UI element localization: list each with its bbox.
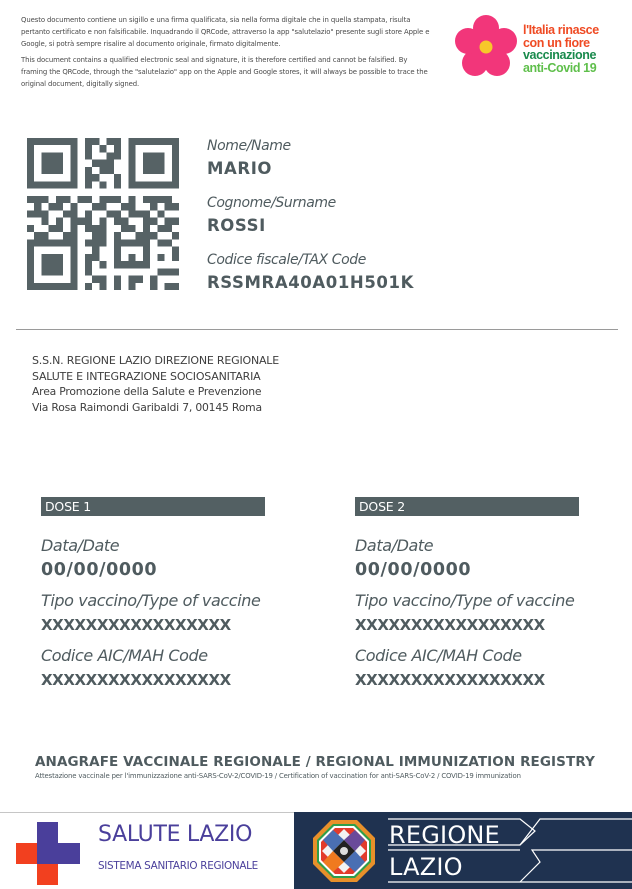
surname-value: ROSSI — [207, 216, 266, 235]
dose-2-date-value: 00/00/0000 — [355, 560, 472, 580]
tax-code-value: RSSMRA40A01H501K — [207, 273, 414, 292]
dose-2-section — [355, 497, 585, 697]
dose-1-header: DOSE 1 — [41, 497, 265, 516]
dose-1-vaccine-label: Tipo vaccino/Type of vaccine — [41, 591, 261, 610]
dose-1-aic-value: XXXXXXXXXXXXXXXXX — [41, 671, 231, 689]
surname-label: Cognome/Surname — [207, 195, 336, 211]
dose-1-date-value: 00/00/0000 — [41, 560, 158, 580]
issuer-line-1: S.S.N. REGIONE LAZIO DIREZIONE REGIONALE — [32, 354, 279, 367]
campaign-line-2: con un fiore — [523, 35, 590, 50]
health-cross-icon — [16, 822, 80, 886]
dose-2-date-label: Data/Date — [355, 536, 434, 555]
campaign-line-1: l'Italia rinasce — [523, 23, 599, 37]
campaign-logo-text — [523, 24, 599, 74]
issuer-line-2: SALUTE E INTEGRAZIONE SOCIOSANITARIA — [32, 369, 261, 383]
campaign-line-3: vaccinazione — [523, 48, 597, 62]
identity-block — [207, 136, 414, 307]
campaign-line-4: anti-Covid 19 — [523, 60, 597, 75]
dose-2-vaccine-value: XXXXXXXXXXXXXXXXX — [355, 616, 545, 634]
issuer-line-4: Via Rosa Raimondi Garibaldi 7, 00145 Roma — [32, 400, 262, 414]
registry-title: ANAGRAFE VACCINALE REGIONALE / REGIONAL IMMUNIZATION REGISTRY — [35, 754, 595, 770]
issuer-line-3: Area Promozione della Salute e Prevenzione — [32, 385, 262, 398]
name-value: MARIO — [207, 159, 273, 178]
divider — [16, 329, 618, 330]
registry-subtitle: Attestazione vaccinale per l'immunizzazione anti-SARS-CoV-2/COVID-19 / Certification of vaccination for anti-SARS-CoV-2 / COVID-19 immunization — [35, 772, 521, 780]
dose-1-vaccine-value: XXXXXXXXXXXXXXXXX — [41, 616, 231, 634]
salute-lazio-subtitle: SISTEMA SANITARIO REGIONALE — [98, 860, 258, 872]
tax-code-label: Codice fiscale/TAX Code — [207, 252, 367, 268]
disclaimer-italian: Questo documento contiene un sigillo e una firma qualificata, sia nella forma digitale che in quella stampata, risulta pertanto certificato e non falsificabile. Inquadrando il QRCode, attraverso la app "salutelazio" presente sugli store Apple e Google, si potrà sempre risalire al documento originale, firmato digitalmente. — [21, 16, 430, 48]
dose-2-aic-label: Codice AIC/MAH Code — [355, 646, 522, 665]
regione-lazio-emblem-icon — [311, 818, 377, 884]
disclaimer-english: This document contains a qualified electronic seal and signature, it is therefore certified and cannot be falsified. By framing the QRCode, through the "salutelazio" app on the Apple and Google stores, it will always be possible to trace the original document, digitally signed. — [21, 56, 428, 88]
qr-code-icon[interactable] — [27, 138, 179, 290]
salute-lazio-title: SALUTE LAZIO — [98, 822, 253, 847]
dose-1-section — [41, 497, 271, 697]
issuer-address — [32, 353, 279, 415]
flower-logo-icon — [453, 14, 519, 80]
dose-1-aic-label: Codice AIC/MAH Code — [41, 646, 208, 665]
name-label: Nome/Name — [207, 138, 291, 154]
regione-label: REGIONE — [389, 821, 500, 849]
dose-2-header: DOSE 2 — [355, 497, 579, 516]
dose-2-aic-value: XXXXXXXXXXXXXXXXX — [355, 671, 545, 689]
dose-1-date-label: Data/Date — [41, 536, 120, 555]
lazio-label: LAZIO — [389, 853, 463, 881]
dose-2-vaccine-label: Tipo vaccino/Type of vaccine — [355, 591, 575, 610]
disclaimer-notice — [21, 14, 431, 94]
